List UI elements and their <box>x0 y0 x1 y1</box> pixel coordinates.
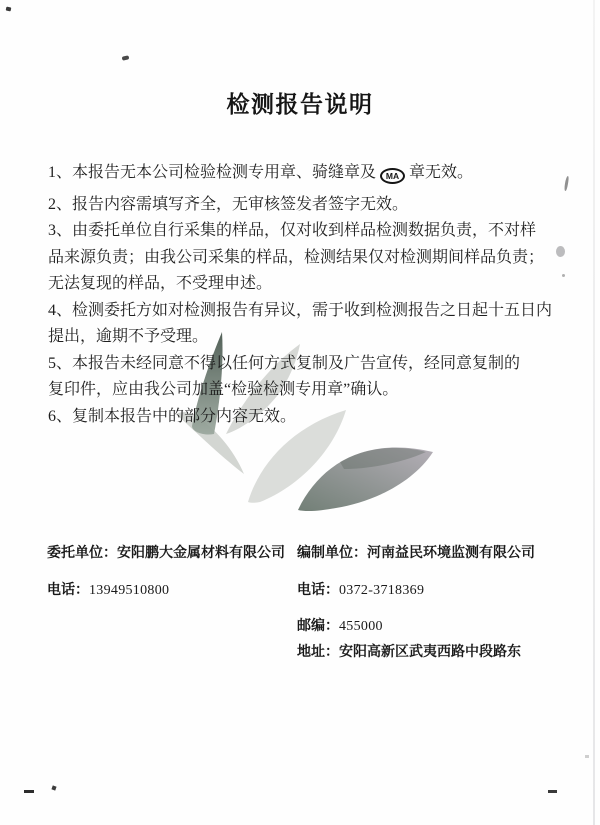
address-row <box>297 643 521 663</box>
note-item-3-line-1: 3、由委托单位自行采集的样品，仅对收到样品检测数据负责，不对样 <box>48 222 537 239</box>
note-item-2: 2、报告内容需填写齐全，无审核签发者签字无效。 <box>48 195 409 213</box>
issuer-phone-row <box>297 581 424 601</box>
scan-artifact-speck <box>562 274 565 277</box>
scan-artifact-dash <box>24 790 34 793</box>
client-phone-row <box>47 581 169 601</box>
note-item-3-line-3: 无法复现的样品，不受理申述。 <box>48 275 273 292</box>
client-unit-row <box>47 544 285 564</box>
note-item-5-line-1: 5、本报告未经同意不得以任何方式复制及广告宣传，经同意复制的 <box>48 354 521 372</box>
scan-artifact-speck <box>585 755 589 758</box>
scan-artifact-speck <box>122 55 130 61</box>
client-phone-value: 13949510800 <box>89 583 170 598</box>
address-value: 安阳高新区武夷西路中段路东 <box>339 645 521 660</box>
note-item-1-prefix: 1、本报告无本公司检验检测专用章、骑缝章及 <box>48 164 377 181</box>
scan-artifact-speck <box>51 785 56 790</box>
postcode-label: 邮编： <box>297 619 339 634</box>
client-phone-label: 电话： <box>47 583 89 598</box>
cma-stamp-text: MA <box>385 171 400 181</box>
issuer-unit-row <box>297 544 535 564</box>
issuer-phone-value: 0372-3718369 <box>339 583 425 598</box>
note-item-5-line-2: 复印件，应由我公司加盖“检验检测专用章”确认。 <box>48 381 399 398</box>
cma-certification-stamp-icon <box>380 168 405 184</box>
postcode-row <box>297 617 383 637</box>
issuer-phone-label: 电话： <box>297 583 339 598</box>
note-item-3-line-2: 品来源负责；由我公司采集的样品，检测结果仅对检测期间样品负责； <box>48 248 545 266</box>
address-label: 地址： <box>297 645 339 660</box>
note-item-1 <box>48 160 532 187</box>
issuer-unit-value: 河南益民环境监测有限公司 <box>367 546 535 561</box>
client-unit-value: 安阳鹏大金属材料有限公司 <box>117 546 285 561</box>
note-item-4-line-2: 提出，逾期不予受理。 <box>48 328 209 345</box>
client-unit-label: 委托单位： <box>47 546 117 561</box>
note-item-1-suffix: 章无效。 <box>409 164 474 181</box>
scan-edge-line <box>593 0 595 825</box>
report-notes <box>48 160 553 430</box>
issuer-unit-label: 编制单位： <box>297 546 367 561</box>
scan-artifact-dash <box>548 790 557 793</box>
note-item-4-line-1: 4、检测委托方如对检测报告有异议，需于收到检测报告之日起十五日内 <box>48 301 553 319</box>
scan-artifact-squiggle <box>564 176 569 191</box>
page-title: 检测报告说明 <box>226 91 374 117</box>
scan-artifact-speck <box>6 7 12 12</box>
scan-artifact-blob <box>556 246 565 257</box>
note-item-6: 6、复制本报告中的部分内容无效。 <box>48 407 297 425</box>
postcode-value: 455000 <box>339 619 383 634</box>
